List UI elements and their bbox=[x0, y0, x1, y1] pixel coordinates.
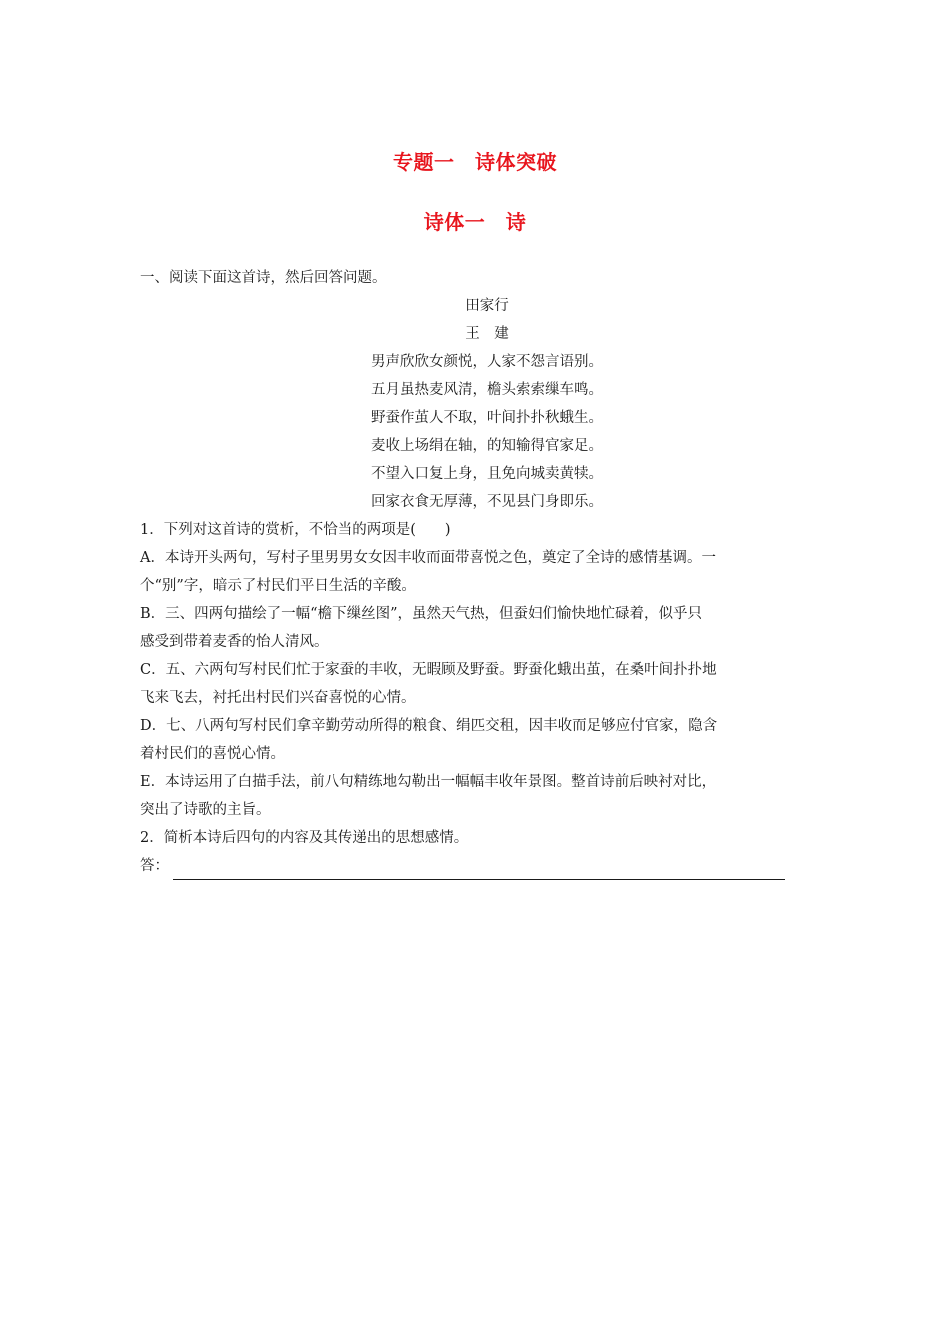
question-1-stem: 1．下列对这首诗的赏析，不恰当的两项是( ) bbox=[140, 522, 451, 538]
poem-line: 野蚕作茧人不取，叶间扑扑秋蛾生。 bbox=[371, 410, 603, 426]
answer-row bbox=[140, 852, 812, 880]
section-instruction: 一、阅读下面这首诗，然后回答问题。 bbox=[140, 270, 387, 286]
option-text: E．本诗运用了白描手法，前八句精练地勾勒出一幅幅丰收年景图。整首诗前后映衬对比， bbox=[140, 774, 717, 790]
option-c bbox=[140, 656, 812, 712]
poem-line: 不望入口复上身，且免向城卖黄犊。 bbox=[371, 466, 603, 482]
poem-title: 田家行 bbox=[465, 298, 509, 314]
poem bbox=[140, 292, 812, 516]
question-1 bbox=[140, 516, 812, 824]
question-2-stem: 2．简析本诗后四句的内容及其传递出的思想感情。 bbox=[140, 830, 469, 846]
option-text: A．本诗开头两句，写村子里男男女女因丰收而面带喜悦之色，奠定了全诗的感情基调。一 bbox=[140, 550, 716, 566]
option-d bbox=[140, 712, 812, 768]
option-text: B．三、四两句描绘了一幅“檐下缫丝图”，虽然天气热，但蚕妇们愉快地忙碌着，似乎只 bbox=[140, 606, 702, 622]
option-text: C．五、六两句写村民们忙于家蚕的丰收，无暇顾及野蚕。野蚕化蛾出茧，在桑叶间扑扑地 bbox=[140, 662, 717, 678]
main-title: 专题一 诗体突破 bbox=[393, 150, 557, 174]
option-b bbox=[140, 600, 812, 656]
poem-line: 男声欣欣女颜悦，人家不怨言语别。 bbox=[371, 354, 603, 370]
option-e bbox=[140, 768, 812, 824]
answer-blank-line[interactable] bbox=[173, 861, 785, 880]
content-body bbox=[140, 264, 812, 880]
option-text: 突出了诗歌的主旨。 bbox=[140, 802, 271, 818]
poem-line: 回家衣食无厚薄，不见县门身即乐。 bbox=[371, 494, 603, 510]
answer-label: 答： bbox=[140, 858, 169, 874]
sub-title: 诗体一 诗 bbox=[423, 210, 527, 234]
poem-line: 麦收上场绢在轴，的知输得官家足。 bbox=[371, 438, 603, 454]
option-text: 个“别”字，暗示了村民们平日生活的辛酸。 bbox=[140, 578, 416, 594]
poem-line: 五月虽热麦风清，檐头索索缫车鸣。 bbox=[371, 382, 603, 398]
option-text: D．七、八两句写村民们拿辛勤劳动所得的粮食、绢匹交租，因丰收而足够应付官家，隐含 bbox=[140, 718, 718, 734]
poem-author: 王 建 bbox=[465, 326, 509, 342]
option-text: 着村民们的喜悦心情。 bbox=[140, 746, 285, 762]
question-2 bbox=[140, 824, 812, 880]
option-a bbox=[140, 544, 812, 600]
option-text: 飞来飞去，衬托出村民们兴奋喜悦的心情。 bbox=[140, 690, 416, 706]
option-text: 感受到带着麦香的怡人清风。 bbox=[140, 634, 329, 650]
